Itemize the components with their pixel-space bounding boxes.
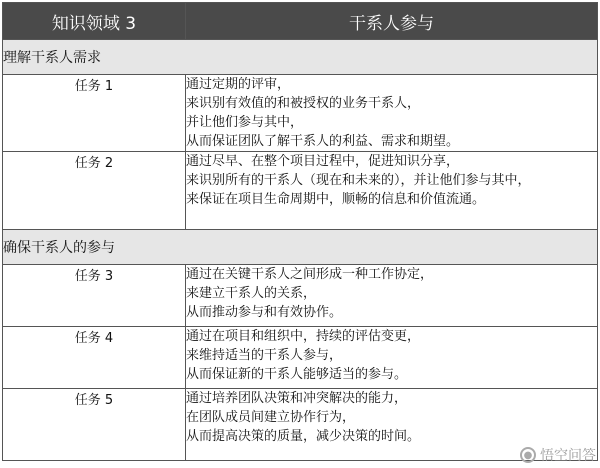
task-row [3,152,598,230]
section-title: 理解干系人需求 [3,40,598,75]
section-row [3,40,598,75]
watermark [520,445,596,465]
table-header-row [3,3,598,40]
section-row [3,230,598,265]
task-label: 任务 1 [3,75,186,152]
task-line: 从而推动参与和有效协作。 [186,305,343,320]
task-description [186,152,598,230]
task-line: 通过定期的评审， [186,77,291,92]
task-description [186,327,598,389]
task-line: 从而提高决策的质量，减少决策的时间。 [186,429,421,444]
task-line: 来建立干系人的关系， [186,286,317,301]
task-line: 并让他们参与其中， [186,115,304,130]
task-line: 通过培养团队决策和冲突解决的能力， [186,391,408,406]
header-knowledge-area: 知识领域 3 [3,3,186,40]
header-stakeholder-engagement: 干系人参与 [186,3,598,40]
task-label: 任务 2 [3,152,186,230]
task-line: 从而保证团队了解干系人的利益、需求和期望。 [186,134,460,149]
task-line: 来保证在项目生命周期中，顺畅的信息和价值流通。 [186,192,486,207]
task-line: 在团队成员间建立协作行为， [186,410,356,425]
task-line: 通过在项目和组织中，持续的评估变更， [186,329,421,344]
task-row [3,75,598,152]
task-line: 从而保证新的干系人能够适当的参与。 [186,367,408,382]
watermark-text: 悟空问答 [540,448,596,464]
task-line: 通过在关键干系人之间形成一种工作协定， [186,267,434,282]
task-description [186,265,598,327]
task-label: 任务 3 [3,265,186,327]
section-title: 确保干系人的参与 [3,230,598,265]
task-description [186,75,598,152]
task-line: 通过尽早、在整个项目过程中，促进知识分享， [186,154,460,169]
task-label: 任务 5 [3,389,186,461]
wukong-logo-icon: ● [520,447,536,463]
task-line: 来识别有效值的和被授权的业务干系人， [186,96,421,111]
task-row [3,327,598,389]
task-line: 来识别所有的干系人（现在和未来的），并让他们参与其中， [186,173,531,188]
knowledge-area-table [2,2,598,461]
task-row [3,265,598,327]
task-row [3,389,598,461]
task-label: 任务 4 [3,327,186,389]
task-line: 来维持适当的干系人参与， [186,348,343,363]
